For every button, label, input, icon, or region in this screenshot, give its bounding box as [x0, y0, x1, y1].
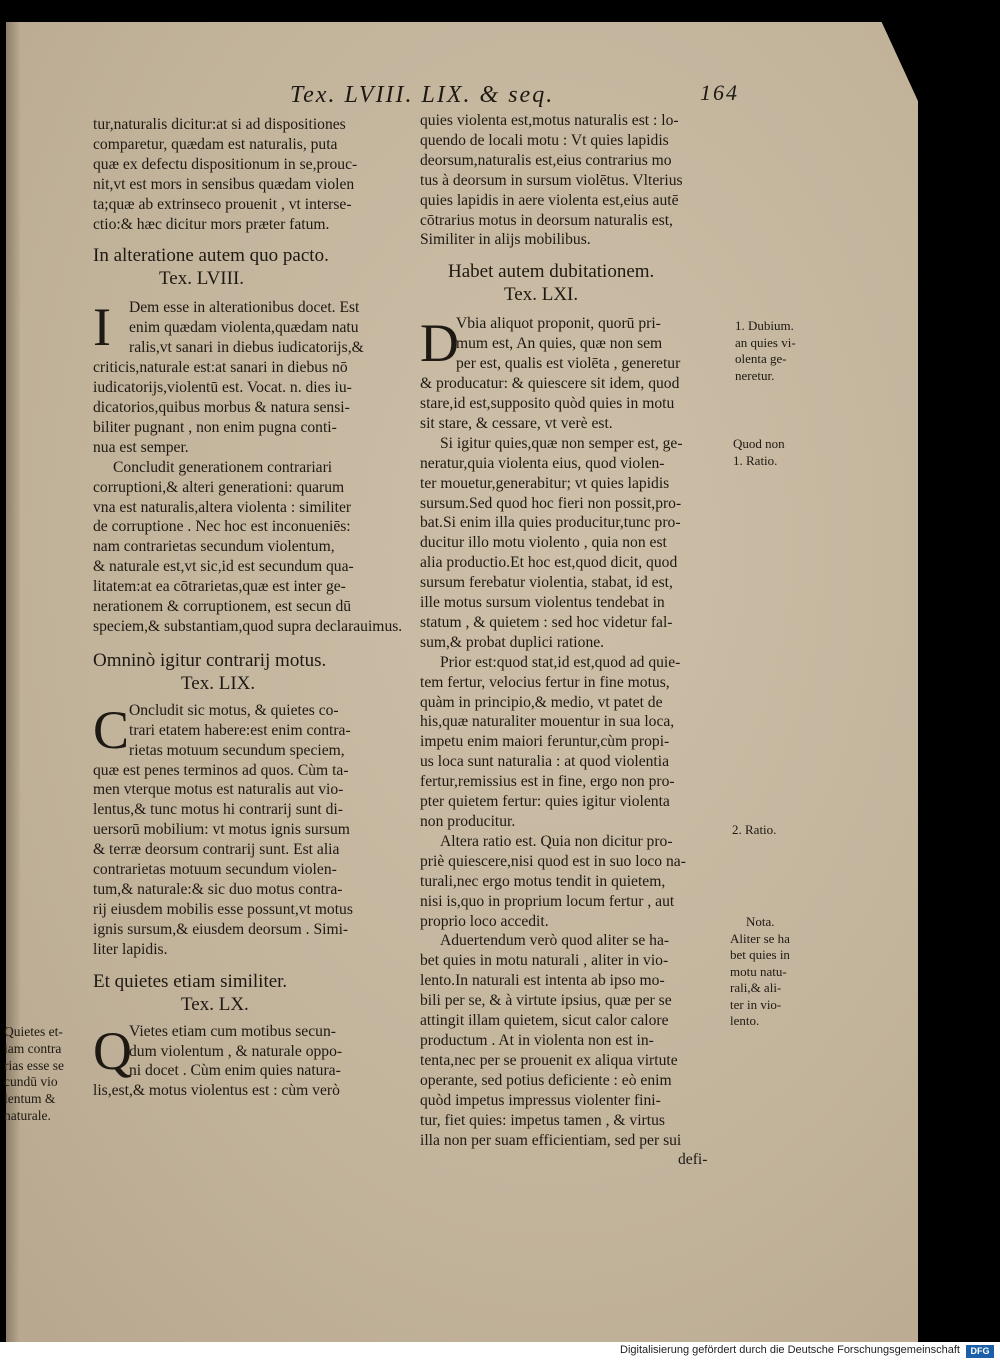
margin-line: 1. Dubium. [735, 318, 794, 333]
section-heading: Habet autem dubitationem. [448, 261, 655, 283]
text-line: quæ est penes terminos ad quos. Cùm ta- [93, 761, 349, 779]
text-line: bet quies in motu naturali , aliter in vio- [420, 952, 669, 970]
text-reference: Tex. LIX. [181, 672, 256, 694]
text-line: us loca sunt naturalia : at quod violentia [420, 753, 670, 771]
text-line: rietas motuum secundum speciem, [129, 741, 345, 759]
text-line: Altera ratio est. Quia non dicitur pro- [440, 832, 673, 850]
text-line: trari etatem habere:est enim contra- [129, 721, 351, 739]
text-line: Vbia aliquot proponit, quorū pri- [456, 315, 661, 333]
section-heading: Et quietes etiam similiter. [93, 970, 288, 992]
section-heading: Omninò igitur contrarij motus. [93, 649, 327, 671]
dfg-logo: DFG [966, 1345, 994, 1358]
margin-line: motu natu- [730, 963, 787, 979]
text-line: lento.In naturali est intenta ab ipso mo- [420, 972, 665, 990]
margin-line: bet quies in [730, 947, 790, 962]
text-line: tus à deorsum in sursum violētus. Vlterius [420, 171, 683, 189]
funding-credit: Digitalisierung gefördert durch die Deutsche Forschungsgemeinschaft [620, 1344, 960, 1356]
text-line: men vterque motus est naturalis aut vio- [93, 781, 344, 799]
margin-line: cundū vio [4, 1074, 58, 1090]
text-line: quies violenta est,motus naturalis est : lo- [420, 112, 679, 129]
paragraph [93, 298, 413, 457]
text-line: nit,vt est mors in sensibus quædam violen [93, 175, 355, 193]
text-line: sursum ferebatur violentia, stabat, id est, [420, 574, 673, 592]
text-line: tum,& naturale:& sic duo motus contra- [93, 881, 343, 898]
right-column [420, 111, 740, 1170]
text-line: tur,naturalis dicitur:at si ad dispositiones [93, 116, 346, 133]
margin-line: iam contra [4, 1040, 62, 1056]
text-line: ignis sursum,& eiusdem deorsum . Simi- [93, 920, 349, 938]
text-line: corruptioni,& alteri generationi: quarum [93, 478, 345, 496]
text-line: statum , & quietem : sed hoc videtur fal- [420, 613, 673, 631]
text-line: Vietes etiam cum motibus secun- [129, 1022, 336, 1040]
text-line: bat.Si enim illa quies producitur,tunc pro- [420, 514, 681, 532]
page-spine-shadow [6, 22, 20, 1342]
drop-cap: D [420, 313, 459, 374]
margin-line: Quietes et- [4, 1024, 63, 1039]
text-line: Oncludit sic motus, & quietes co- [129, 701, 339, 719]
text-line: Concludit generationem contrariari [113, 458, 333, 476]
running-header [290, 82, 770, 112]
paragraph [93, 1022, 413, 1102]
text-line: quæ ex defectu dispositionum in se,prouc- [93, 155, 358, 173]
text-line: proprio loco accedit. [420, 912, 549, 930]
margin-note-dubium [735, 318, 796, 384]
margin-line: Nota. [746, 914, 775, 929]
text-line: ter mouetur,generabitur; vt quies lapidis [420, 474, 670, 492]
text-reference: Tex. LXI. [504, 284, 579, 306]
text-line: Dem esse in alterationibus docet. Est [129, 299, 360, 317]
left-column [93, 115, 413, 1101]
running-title: Tex. LVIII. LIX. & seq. [290, 82, 555, 108]
margin-line: ter in vio- [730, 996, 782, 1012]
text-line: deorsum,naturalis est,eius contrarius mo [420, 151, 672, 169]
text-line: mum est, An quies, quæ non sem [456, 335, 663, 353]
text-line: tem fertur, velocius fertur in fine motus, [420, 673, 670, 691]
text-line: sum,& probat duplici ratione. [420, 633, 605, 651]
margin-line: 2. Ratio. [732, 822, 777, 837]
text-line: Si igitur quies,quæ non semper est, ge- [440, 434, 683, 452]
text-line: dum violentum , & naturale oppo- [129, 1042, 343, 1060]
text-line: ctio:& hæc dicitur mors præter fatum. [93, 215, 330, 233]
text-line: & producatur: & quiescere sit idem, quod [420, 375, 680, 393]
text-line: operante, sed potius deficiente : eò enim [420, 1071, 672, 1089]
text-line: vna est naturalis,altera violenta : similiter [93, 498, 352, 516]
digitization-footer [0, 1342, 1000, 1362]
margin-line: rias esse se [4, 1057, 64, 1073]
text-line: ducitur illo motu violento , quia non est [420, 534, 667, 552]
text-line: ni docet . Cùm enim quies natura- [129, 1062, 341, 1080]
text-line: criticis,naturale est:at sanari in diebus nō [93, 359, 348, 377]
text-line: per est, qualis est violēta , generetur [456, 355, 681, 373]
text-line: ille motus sursum violentus tendebat in [420, 594, 665, 612]
text-line: litatem:at ea cōtrarietas,quæ est inter ge- [93, 578, 346, 596]
text-line: contrarietas motuum secundum violen- [93, 861, 337, 879]
text-line: quàm in principio,& medio, vt patet de [420, 693, 663, 711]
text-line: productum . At in violenta non est in- [420, 1031, 654, 1049]
margin-line: olenta ge- [735, 351, 787, 366]
text-line: speciem,& substantiam,quod supra declarauimus. [93, 617, 403, 635]
text-line: comparetur, quædam est naturalis, puta [93, 135, 338, 153]
text-line: & terræ deorsum contrarij sunt. Est alia [93, 841, 340, 859]
text-line: his,quæ naturaliter mouentur in sua loca, [420, 713, 675, 731]
text-line: liter lapidis. [93, 940, 168, 958]
text-line: nerationem & corruptionem, est secun dū [93, 598, 352, 616]
drop-cap: I [93, 297, 111, 358]
margin-line: Aliter se ha [730, 930, 790, 946]
text-line: quòd impetus impressus violenter fini- [420, 1091, 661, 1109]
text-line: Aduertendum verò quod aliter se ha- [440, 932, 670, 950]
text-line: Similiter in alijs mobilibus. [420, 231, 591, 249]
margin-note-nota [730, 914, 790, 1030]
text-line: Prior est:quod stat,id est,quod ad quie- [440, 653, 681, 671]
text-line: ta;quæ ab extrinseco prouenit , vt interse- [93, 195, 352, 213]
text-line: sursum.Sed quod hoc fieri non possit,pro- [420, 494, 682, 512]
text-line: quendo de locali motu : Vt quies lapidis [420, 131, 669, 149]
drop-cap: C [93, 699, 130, 760]
text-line: tur, fiet quies: impetus tamen , & virtus [420, 1111, 665, 1129]
text-line: de corruptione . Nec hoc est inconueniēs: [93, 518, 351, 536]
text-line: rij eiusdem mobilis esse possunt,vt motus [93, 900, 353, 918]
margin-note-quod-non [733, 436, 785, 469]
text-line: enim quædam violenta,quædam natu [129, 319, 359, 337]
margin-line: rali,& ali- [730, 980, 782, 995]
text-line: quies lapidis in aere violenta est,eius autē [420, 191, 679, 209]
margin-line: lento. [730, 1013, 760, 1028]
text-line: turali,nec ergo motus tendit in quietem, [420, 872, 666, 890]
drop-cap: Q [93, 1020, 132, 1081]
text-line: priè quiescere,nisi quod est in suo loco na- [420, 852, 686, 870]
text-line: biliter pugnant , non enim pugna conti- [93, 418, 337, 436]
text-line: bili per se, & à virtute ipsius, quæ per se [420, 992, 672, 1010]
margin-line: lentum & [4, 1091, 56, 1107]
text-line: illa non per suam efficientiam, sed per sui [420, 1131, 682, 1149]
text-reference: Tex. LVIII. [159, 268, 245, 290]
text-line: nisi is,quo in proprium locum fertur , aut [420, 892, 675, 910]
margin-line: Quod non [733, 436, 785, 451]
text-line: attingit illam quietem, sicut calor calore [420, 1012, 669, 1030]
paragraph [93, 701, 413, 960]
margin-line: neretur. [735, 367, 775, 383]
text-line: dicatorios,quibus morbus & natura sensi- [93, 398, 350, 416]
text-line: neratur,quia violenta eius, quod violen- [420, 454, 665, 472]
text-line: iudicatorijs,violentū est. Vocat. n. dies iu- [93, 379, 352, 397]
margin-line: naturale. [4, 1107, 51, 1123]
page-number: 164 [700, 80, 739, 105]
text-line: impetu enim maiori feruntur,cùm propi- [420, 733, 670, 751]
paragraph [420, 314, 740, 433]
text-line: non producitur. [420, 813, 516, 830]
text-line: fertur,remissius est in fine, ergo non pro- [420, 773, 675, 791]
margin-line: an quies vi- [735, 334, 796, 350]
text-line: & naturale est,vt sic,id est secundum qua- [93, 558, 354, 576]
section-heading: In alteratione autem quo pacto. [93, 245, 329, 267]
text-line: cōtrarius motus in deorsum naturalis est, [420, 211, 673, 229]
catchword: defi- [678, 1151, 708, 1169]
text-line: lis,est,& motus violentus est : cùm verò [93, 1082, 340, 1100]
text-reference: Tex. LX. [181, 993, 249, 1015]
text-line: sit stare, & cessare, vt verè est. [420, 414, 613, 432]
text-line: pter quietem fertur: quies igitur violenta [420, 793, 670, 811]
text-line: nua est semper. [93, 438, 189, 456]
margin-line: 1. Ratio. [733, 452, 778, 468]
margin-note-ratio [732, 822, 776, 839]
text-line: ralis,vt sanari in diebus iudicatorijs,& [129, 339, 364, 357]
text-line: lentus,& tunc motus hi contrarij sunt di- [93, 801, 343, 819]
text-line: tenta,nec per se prouenit ex aliqua virtute [420, 1051, 678, 1069]
margin-note-quietes [4, 1024, 64, 1125]
text-line: alia productio.Et hoc est,quod dicit, quod [420, 554, 678, 572]
text-line: stare,id est,supposito quòd quies in motu [420, 394, 675, 412]
text-line: uersorū mobilium: vt motus ignis sursum [93, 821, 350, 839]
text-line: nam contrarietas secundum violentum, [93, 538, 335, 556]
